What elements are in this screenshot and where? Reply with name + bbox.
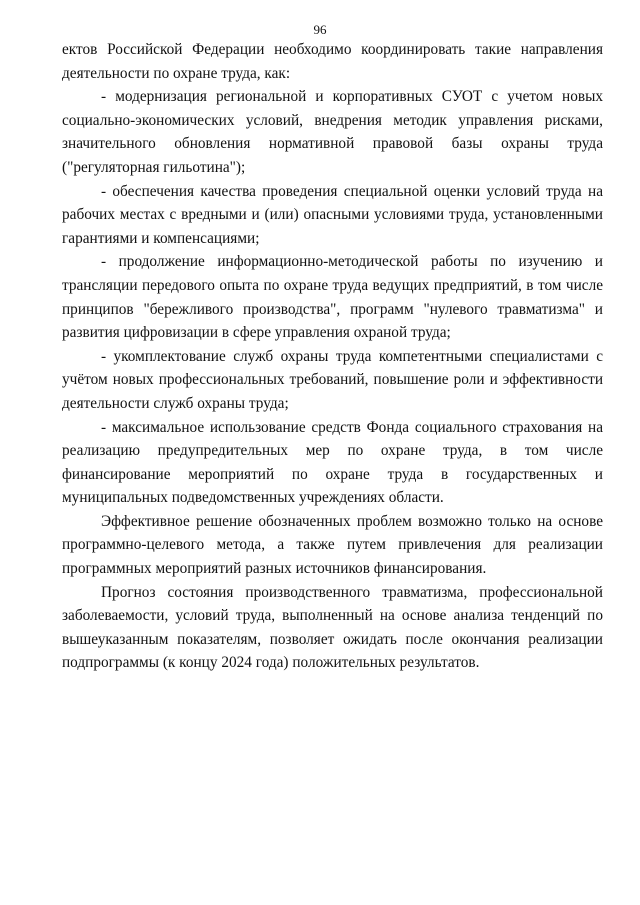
list-item-staffing: - укомплектование служб охраны труда компетентными специалистами с учётом новых профессиональных требований, повышение роли и эффективности деятельности служб охраны труда;	[62, 347, 603, 412]
document-body	[62, 38, 603, 675]
list-item-methodical-work: - продолжение информационно-методической работы по изучению и трансляции передового опыта по охране труда ведущих предприятий, в том числе принципов "бережливого производства", программ "нулевого травматизма" и развития цифровизации в сфере управления охраной труда;	[62, 253, 603, 342]
list-item-special-assessment: - обеспечения качества проведения специальной оценки условий труда на рабочих местах с вредными и (или) опасными условиями труда, установленными гарантиями и компенсациями;	[62, 182, 603, 247]
paragraph-forecast: Прогноз состояния производственного травматизма, профессиональной заболеваемости, условий труда, выполненный на основе анализа тенденций по вышеуказанным показателям, позволяет ожидать после окончания реализации подпрограммы (к концу 2024 года) положительных результатов.	[62, 583, 603, 672]
list-item-modernization: - модернизация региональной и корпоративных СУОТ с учетом новых социально-экономических условий, внедрения методик управления рисками, значительного обновления нормативной правовой базы охраны труда ("регуляторная гильотина");	[62, 88, 603, 176]
paragraph-continuation: ектов Российской Федерации необходимо координировать такие направления деятельности по охране труда, как:	[62, 41, 603, 82]
list-item-social-insurance-fund: - максимальное использование средств Фонда социального страхования на реализацию предупредительных мер по охране труда, в том числе финансирование мероприятий по охране труда в государственных и муниципальных подведомственных учреждениях области.	[62, 418, 603, 507]
paragraph-effective-solution: Эффективное решение обозначенных проблем возможно только на основе программно-целевого метода, а также путем привлечения для реализации программных мероприятий разных источников финансирования.	[62, 512, 603, 578]
page-number: 96	[313, 22, 327, 37]
